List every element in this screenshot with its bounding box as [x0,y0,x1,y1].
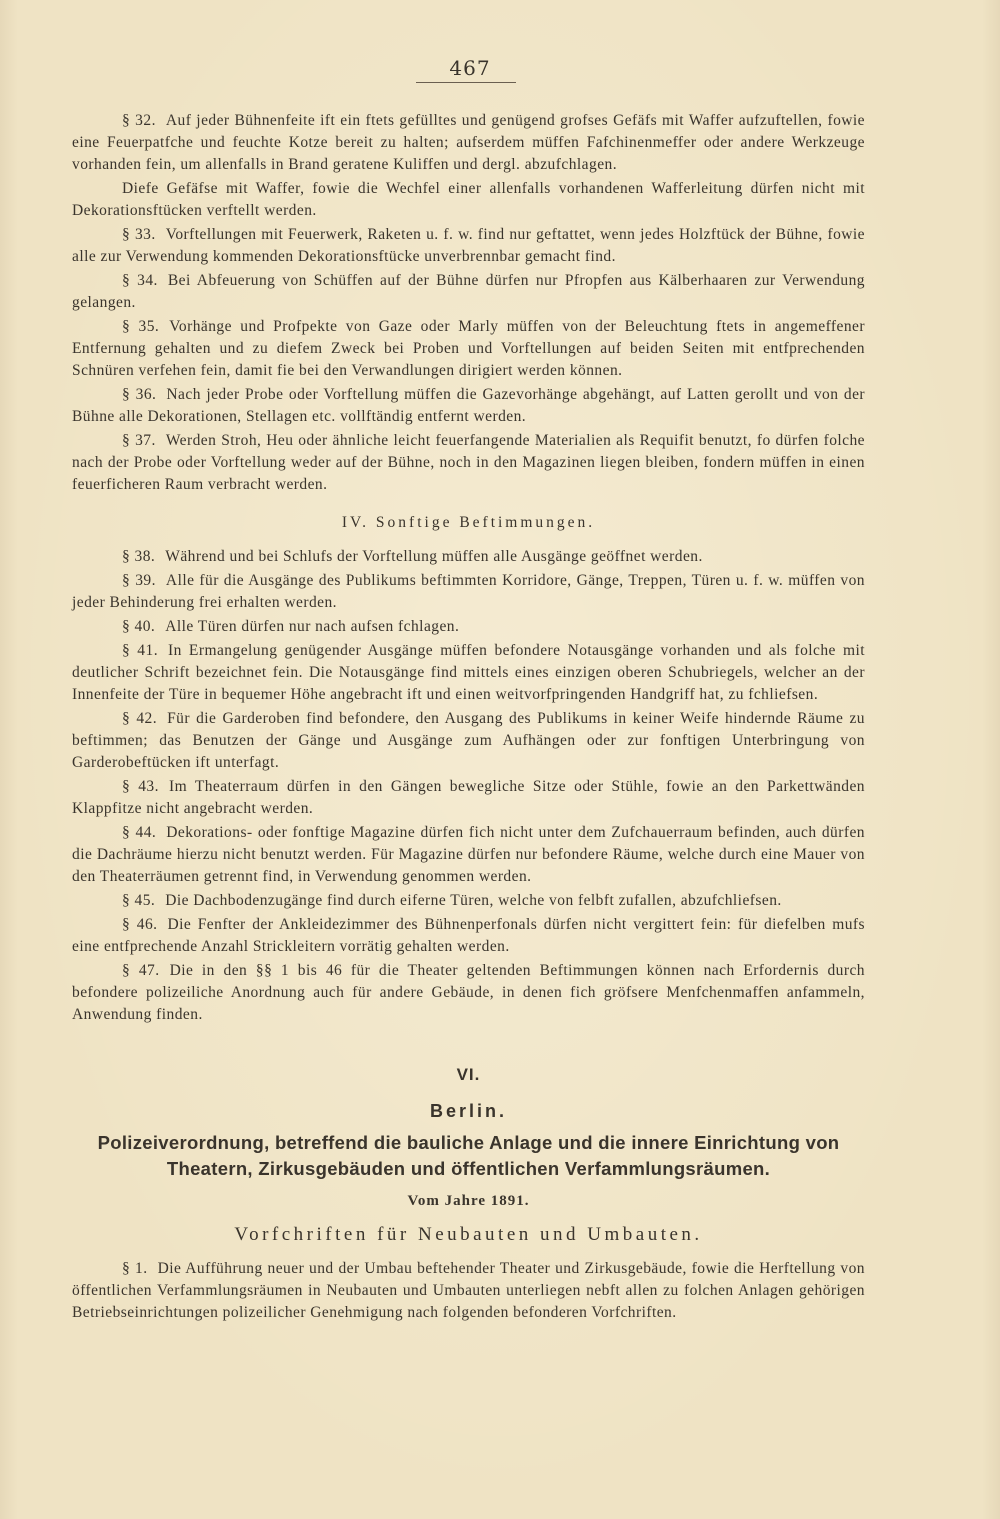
paragraph [72,178,865,222]
paragraph-text: Alle für die Ausgänge des Publikums beftimmten Korridore, Gänge, Treppen, Türen u. f. w. müffen von jeder Behinderung frei erhalten werden. [72,572,866,611]
section-number: § 46. [122,916,158,933]
section-number: § 45. [122,892,156,909]
paragraph [72,822,865,888]
page-body [72,110,865,1326]
chapter-number: VI. [456,1065,481,1084]
paragraph [72,708,865,774]
section-number: § 1. [122,1260,148,1277]
paragraph [72,960,865,1026]
section-number: § 37. [122,432,156,449]
paragraph-text: Für die Garderoben find befondere, den Ausgang des Publikums in keiner Weife hindernde Räume zu beftimmen; das Benutzen der Gänge und Ausgänge zum Aufhängen oder zur fonftigen Unterbringung von Garderobeftücken ift unterfagt. [72,710,866,771]
paragraph [72,430,865,496]
paragraph-text: Nach jeder Probe oder Vorftellung müffen die Gazevorhänge abgehängt, auf Latten gerollt und von der Bühne alle Dekorationen, Stellagen etc. vollftändig entfernt werden. [72,386,866,425]
paragraph [72,384,865,428]
section-number: § 33. [122,226,156,243]
section-number: § 44. [122,824,157,841]
paragraph-text: In Ermangelung genügender Ausgänge müffen befondere Notausgänge vorhanden und als folche mit deutlicher Schrift bezeichnet fein. Die Notausgänge find mittels eines einzigen oberen Schubriegels, welcher an der Innenfeite der Türe in bequemer Höhe angebracht ift und einen weitvorfpringenden Handgriff hat, zu fchliefsen. [72,642,865,703]
paragraph-text: Vorftellungen mit Feuerwerk, Raketen u. f. w. find nur geftattet, wenn jedes Holzftück der Bühne, fowie alle zur Verwendung kommenden Dekorationsftücke unverbrennbar gemacht find. [72,226,866,265]
paragraphs-block-3 [72,1258,865,1324]
paragraph [72,1258,865,1324]
paragraph [72,546,865,568]
paragraph-text: Werden Stroh, Heu oder ähnliche leicht feuerfangende Materialien als Requifit benutzt, fo dürfen folche nach der Probe oder Vorftellung weder auf der Bühne, noch in den Magazinen liegen bleiben, fondern müffen in einen feuerficheren Raum verbracht werden. [72,432,866,493]
paragraph [72,224,865,268]
section-number: § 47. [122,962,160,979]
section-number: § 36. [122,386,157,403]
paragraph-text: Die in den §§ 1 bis 46 für die Theater geltenden Beftimmungen können nach Erfordernis durch befondere polizeiliche Anordnung auch für andere Gebäude, in denen fich gröfsere Menfchenmaffen anfammeln, Anwendung finden. [72,962,865,1023]
paragraph-text: Während und bei Schlufs der Vorftellung müffen alle Ausgänge geöffnet werden. [165,548,703,565]
ordinance-year: Vom Jahre 1891. [407,1193,530,1209]
paragraph-text: Die Dachbodenzugänge find durch eiferne Türen, welche von felbft zufallen, abzufchliefsen. [165,892,782,909]
paragraph-text: Bei Abfeuerung von Schüffen auf der Bühne dürfen nur Pfropfen aus Kälberhaaren zur Verwendung gelangen. [72,272,865,311]
section-number: § 38. [122,548,156,565]
section-number: § 41. [122,642,159,659]
page-number: 467 [449,56,491,80]
ordinance-title: Polizeiverordnung, betreffend die bauliche Anlage und die innere Einrichtung von Theatern, Zirkusgebäuden und öffentlichen Verfammlungsräumen. [97,1132,840,1179]
paragraph-text: Alle Türen dürfen nur nach aufsen fchlagen. [165,618,460,635]
paragraph-text: Die Fenfter der Ankleidezimmer des Bühnenperfonals dürfen nicht vergittert fein: für diefelben mufs eine entfprechende Anzahl Strickleitern vorrätig gehalten werden. [72,916,865,955]
page-number-rule [416,82,516,83]
section-number: § 35. [122,318,160,335]
paragraph [72,316,865,382]
section-number: § 43. [122,778,159,795]
paragraph [72,270,865,314]
paragraph [72,110,865,176]
paragraphs-block-1 [72,110,865,496]
section-number: § 39. [122,572,156,589]
paragraph [72,616,865,638]
paragraphs-block-2 [72,546,865,1026]
section-number: § 34. [122,272,158,289]
paragraph-text: Diefe Gefäfse mit Waffer, fowie die Wechfel einer allenfalls vorhandenen Wafferleitung dürfen nicht mit Dekorationsftücken verftellt werden. [72,180,865,219]
paragraph [72,570,865,614]
paragraph-text: Im Theaterraum dürfen in den Gängen bewegliche Sitze oder Stühle, fowie an den Parkettwänden Klappfitze nicht angebracht werden. [72,778,866,817]
paragraph-text: Die Aufführung neuer und der Umbau beftehender Theater und Zirkusgebäude, fowie die Herftellung von öffentlichen Verfammlungsräumen in Neubauten und Umbauten unterliegen nebft allen zu folchen Anlagen gehörigen Betriebseinrichtungen polizeilicher Genehmigung nach folgenden befonderen Vorfchriften. [72,1260,865,1321]
section-number: § 40. [122,618,156,635]
section-heading-iv: IV. Sonftige Beftimmungen. [341,514,596,531]
paragraph [72,914,865,958]
section-number: § 42. [122,710,158,727]
paragraph-text: Vorhänge und Profpekte von Gaze oder Marly müffen von der Beleuchtung ftets in angemeffener Entfernung gehalten und zu diefem Zweck bei Proben und Vorftellungen auf beiden Seiten mit entfprechenden Schnüren verfehen fein, damit fie bei den Verwandlungen dirigiert werden können. [72,318,865,379]
city-heading: Berlin. [429,1101,507,1121]
paragraph-text: Dekorations- oder fonftige Magazine dürfen fich nicht unter dem Zufchauerraum befinden, auch dürfen die Dachräume hierzu nicht benutzt werden. Für Magazine dürfen nur befondere Räume, welche durch eine Mauer von den Theaterräumen getrennt find, in Verwendung genommen werden. [72,824,866,885]
paragraph [72,640,865,706]
paragraph-text: Auf jeder Bühnenfeite ift ein ftets gefülltes und genügend grofses Gefäfs mit Waffer aufzuftellen, fowie eine Feuerpatfche und feuchte Kotze bereit zu halten; aufserdem müffen Fafchinenmeffer oder andere Werkzeuge vorhanden fein, um allenfalls in Brand geratene Kuliffen und dergl. abzufchlagen. [72,112,866,173]
paragraph [72,776,865,820]
paragraph [72,890,865,912]
section-title: Vorfchriften für Neubauten und Umbauten. [234,1224,703,1245]
section-number: § 32. [122,112,156,129]
